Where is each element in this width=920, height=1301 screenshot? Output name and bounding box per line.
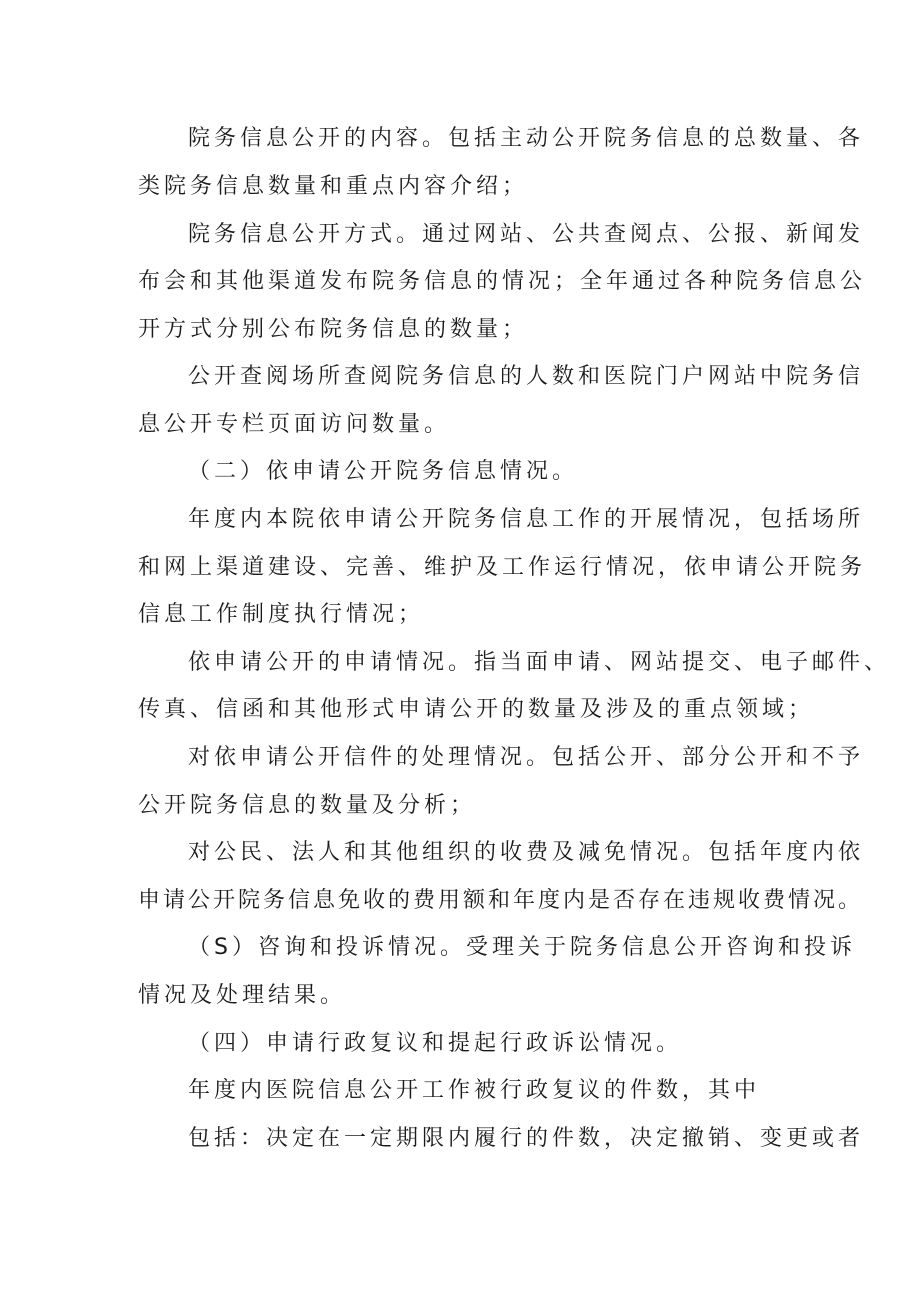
paragraph-line: 对依申请公开信件的处理情况。包括公开、部分公开和不予	[188, 745, 865, 770]
section-heading: （S）咨询和投诉情况。受理关于院务信息公开咨询和投诉	[188, 935, 856, 960]
paragraph-line: 传真、信函和其他形式申请公开的数量及涉及的重点领域；	[138, 697, 815, 722]
paragraph-line: 息公开专栏页面访问数量。	[138, 412, 451, 437]
paragraph-line: 年度内本院依申请公开院务信息工作的开展情况，包括场所	[188, 507, 865, 532]
section-heading: （二）依申请公开院务信息情况。	[188, 459, 579, 484]
paragraph-line: 申请公开院务信息免收的费用额和年度内是否存在违规收费情况。	[138, 888, 864, 913]
paragraph-line: 和网上渠道建设、完善、维护及工作运行情况，依申请公开院务	[138, 555, 867, 580]
paragraph-line: 包括：决定在一定期限内履行的件数，决定撤销、变更或者	[188, 1126, 865, 1151]
paragraph-line: 信息工作制度执行情况；	[138, 602, 425, 627]
paragraph-line: 对公民、法人和其他组织的收费及减免情况。包括年度内依	[188, 840, 865, 865]
paragraph-line: 院务信息公开方式。通过网站、公共查阅点、公报、新闻发	[188, 222, 865, 247]
paragraph-line: 情况及处理结果。	[138, 983, 347, 1008]
paragraph-line: 布会和其他渠道发布院务信息的情况；全年通过各种院务信息公	[138, 269, 867, 294]
paragraph-line: 公开查阅场所查阅院务信息的人数和医院门户网站中院务信	[188, 364, 865, 389]
paragraph-line: 公开院务信息的数量及分析；	[138, 793, 477, 818]
paragraph-line: 开方式分别公布院务信息的数量；	[138, 317, 529, 342]
paragraph-line: 类院务信息数量和重点内容介绍；	[138, 174, 529, 199]
paragraph-line: 年度内医院信息公开工作被行政复议的件数，其中	[188, 1078, 761, 1103]
section-heading: （四）申请行政复议和提起行政诉讼情况。	[188, 1031, 683, 1056]
paragraph-line: 院务信息公开的内容。包括主动公开院务信息的总数量、各	[188, 126, 865, 151]
paragraph-line: 依申请公开的申请情况。指当面申请、网站提交、电子邮件、	[188, 650, 891, 675]
